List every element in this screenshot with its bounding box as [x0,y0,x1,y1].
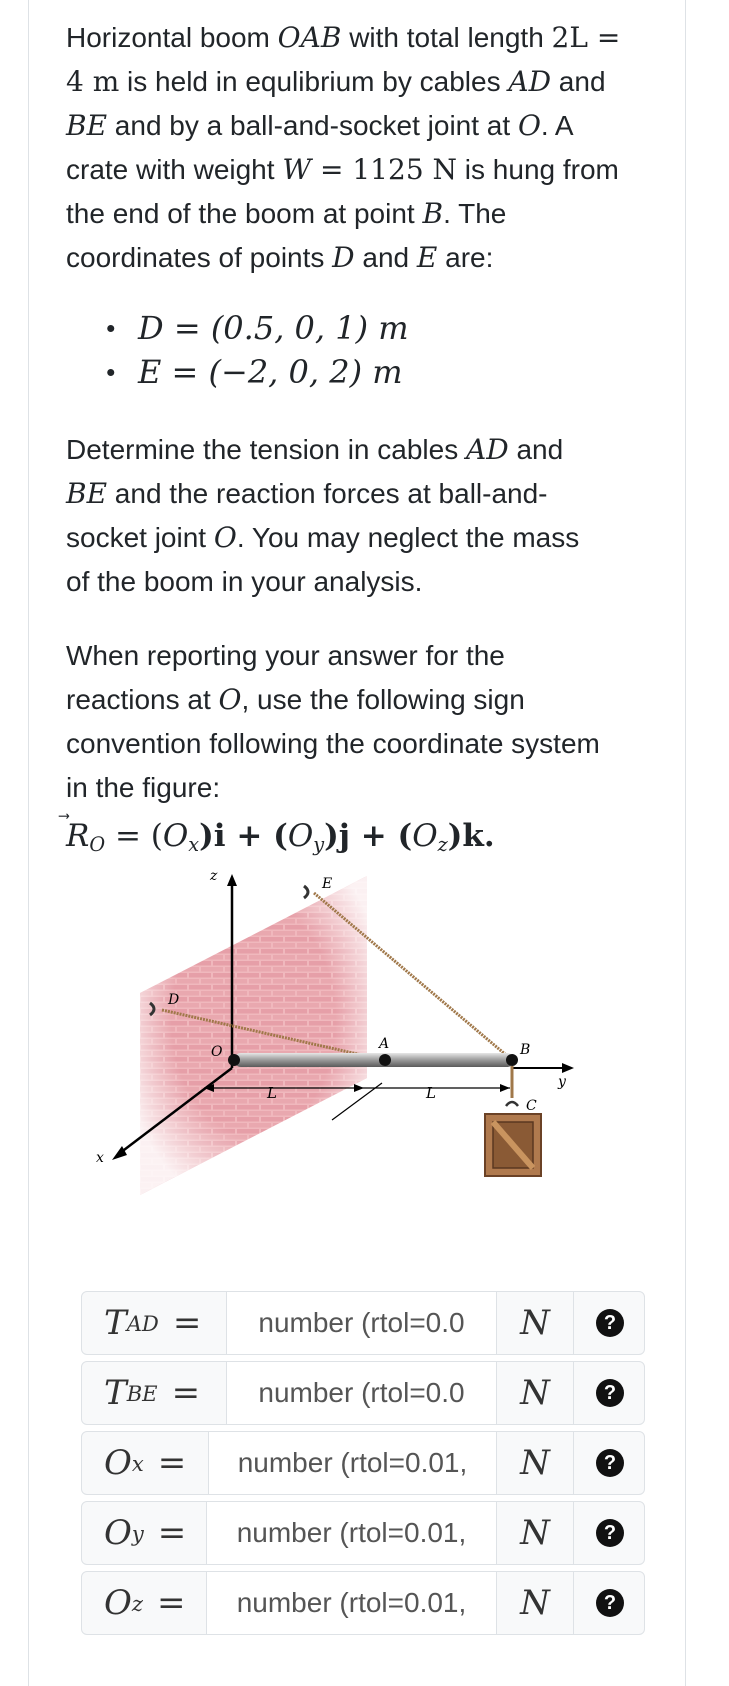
crate [485,1114,541,1176]
math-sub: O [89,832,106,856]
math-w: W [282,153,312,186]
text: Horizontal boom [66,22,278,53]
math-i: )i + ( [199,818,288,854]
math-sub: y [313,832,325,856]
math-weight: = 1125 N [311,153,458,186]
unit-label: N [497,1432,574,1494]
label-y: y [558,1074,566,1090]
text: When reporting your answer for the reactions at [66,640,505,715]
tad-input[interactable]: number (rtol=0.0 [226,1292,497,1354]
label-symbol: T [104,1373,127,1413]
label-sub: x [131,1450,144,1476]
reaction-equation [66,814,495,867]
joint-o [228,1054,240,1066]
answer-label [82,1432,208,1494]
answer-row-tad [81,1291,645,1355]
task-statement [66,428,606,604]
label-symbol: O [104,1513,132,1553]
math-sub: z [437,832,448,856]
math-4m: 4 m [66,65,120,98]
help-icon: ? [596,1449,624,1477]
label-symbol: O [104,1583,132,1623]
wall-fade [140,876,367,1195]
math-be: BE [66,477,108,510]
equals-sign: = [172,1303,202,1343]
text: and the reaction forces at ball-and-socket joint [66,478,548,553]
math-eq: = [587,21,621,54]
help-button[interactable] [574,1432,646,1494]
text: Determine the tension in cables [66,434,466,465]
label-x: x [96,1150,104,1166]
text: . You may neglect the mass of the boom in your analysis. [66,522,580,597]
math-oab: OAB [277,21,342,54]
text: and [551,66,606,97]
coordinate-list [106,306,409,394]
label-e: E [322,876,333,892]
label-a: A [379,1036,390,1052]
text: is held in equlibrium by cables [119,66,509,97]
vector-r [66,818,89,854]
math-o: O [517,109,541,142]
help-icon: ? [596,1519,624,1547]
help-button[interactable] [574,1502,646,1564]
label-sub: z [131,1590,143,1616]
answer-label [82,1292,226,1354]
tbe-input[interactable]: number (rtol=0.0 [226,1362,497,1424]
answer-row-oy [81,1501,645,1565]
math-o: O [162,818,189,854]
label-l2: L [426,1084,436,1102]
point-a [379,1054,391,1066]
text: and [354,242,417,273]
point-b [506,1054,518,1066]
unit-label: N [497,1362,574,1424]
answer-row-tbe [81,1361,645,1425]
math-ad: AD [508,65,552,98]
text: are: [437,242,494,273]
help-icon: ? [596,1309,624,1337]
math-o: O [218,683,242,716]
equals-sign: = [157,1443,187,1483]
math-eq: = ( [105,818,163,854]
math-o: O [213,521,237,554]
math-r: R [66,818,90,854]
boom-figure [92,868,632,1258]
equals-sign: = [157,1513,187,1553]
help-icon: ? [596,1589,624,1617]
text: and [508,434,564,465]
text: is hung from the end of the boom at point [66,154,619,229]
answer-label [82,1502,206,1564]
math-sub: x [188,832,200,856]
text: and by a ball-and-socket joint at [107,110,518,141]
math-o: O [412,818,438,854]
math-e: E [416,241,438,274]
label-c: C [526,1098,537,1114]
math-o: O [287,818,314,854]
math-d: D [332,241,355,274]
label-z: z [210,868,218,884]
answer-row-oz [81,1571,645,1635]
answer-label [82,1572,206,1634]
answer-label [82,1362,226,1424]
math-ad: AD [466,433,509,466]
text: with total length [341,22,552,53]
text: . The coordinates of points [66,198,507,273]
y-arrow-icon [562,1063,574,1073]
dim-arrow-icon [354,1084,364,1092]
math-j: )j + ( [324,818,413,854]
answer-row-ox [81,1431,645,1495]
label-symbol: O [104,1443,132,1483]
math-be: BE [66,109,108,142]
label-sub: y [131,1520,144,1546]
help-button[interactable] [574,1292,646,1354]
label-symbol: T [104,1303,127,1343]
oy-input[interactable]: number (rtol=0.01, [206,1502,497,1564]
coordinate-d: • D = (0.5, 0, 1) m [106,306,409,350]
math-2l: 2L [551,21,588,54]
text: . A crate with weight [66,110,573,185]
equals-sign: = [156,1583,186,1623]
equals-sign: = [171,1373,201,1413]
help-icon: ? [596,1379,624,1407]
help-button[interactable] [574,1362,646,1424]
boom [234,1053,514,1067]
math-k: )k. [447,818,495,854]
dim-arrow-icon [500,1084,510,1092]
ox-input[interactable]: number (rtol=0.01, [208,1432,497,1494]
hook-e-icon [304,886,308,898]
label-o: O [211,1044,223,1060]
hook-c-icon [506,1102,518,1106]
problem-statement [66,16,626,280]
oz-input[interactable]: number (rtol=0.01, [206,1572,497,1634]
unit-label: N [497,1292,574,1354]
sign-convention [66,634,626,810]
label-d: D [168,992,180,1008]
unit-label: N [497,1502,574,1564]
math-b: B [422,197,444,230]
label-l1: L [267,1084,277,1102]
unit-label: N [497,1572,574,1634]
help-button[interactable] [574,1572,646,1634]
label-sub: BE [126,1380,158,1406]
coordinate-e: • E = (−2, 0, 2) m [106,350,409,394]
text: , use the following sign convention following the coordinate system in the figure: [66,684,600,803]
label-sub: AD [126,1310,159,1336]
label-b: B [520,1042,531,1058]
